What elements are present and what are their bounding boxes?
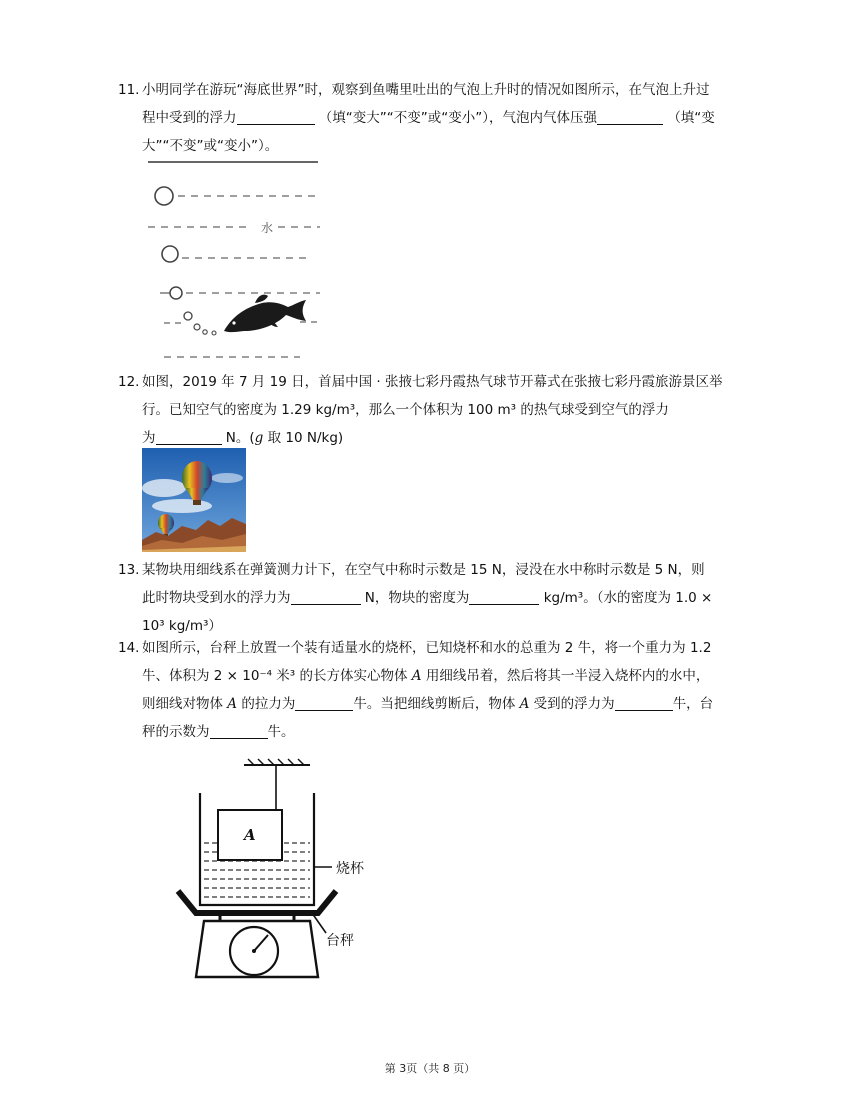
question-text: 牛。当把细线剪断后，物体: [353, 696, 520, 712]
question-text: 牛，台: [672, 696, 714, 712]
answer-blank[interactable]: [237, 108, 315, 125]
scale-label: 台秤: [326, 933, 354, 949]
answer-blank[interactable]: [210, 722, 268, 739]
italic-variable: A: [227, 696, 238, 712]
answer-blank[interactable]: [156, 428, 222, 445]
question-text: 受到的浮力为: [529, 696, 615, 712]
answer-blank[interactable]: [295, 694, 353, 711]
fish-shape: [224, 295, 306, 332]
question-text: 牛。: [267, 724, 295, 740]
question-text-line: 如图所示，台秤上放置一个装有适量水的烧杯，已知烧杯和水的总重为 2 牛，将一个重力为 1.2: [142, 640, 712, 656]
bubble: [162, 246, 178, 262]
scale-pan: [178, 891, 336, 913]
question-text-line: 如图，2019 年 7 月 19 日，首届中国 · 张掖七彩丹霞热气球节开幕式在张掖七彩丹霞旅游景区举: [142, 374, 723, 390]
bubble: [170, 287, 182, 299]
question-text: kg/m³。（水的密度为 1.0 ×: [543, 590, 713, 606]
question-text: 牛、体积为 2 × 10⁻⁴ 米³ 的长方体实心物体: [142, 668, 412, 684]
italic-variable: g: [254, 430, 264, 446]
question-text: 用细线吊着，然后将其一半浸入烧杯内的水中，: [421, 668, 710, 684]
bubble: [155, 187, 173, 205]
question-text: 秤的示数为: [142, 724, 210, 740]
question-text-line: 大”“不变”或“变小”）。: [142, 138, 279, 154]
question-text-line: 小明同学在游玩“海底世界”时，观察到鱼嘴里吐出的气泡上升时的情况如图所示，在气泡上升过: [142, 82, 710, 98]
question-text-line: 某物块用细线系在弹簧测力计下，在空气中称时示数是 15 N，浸没在水中称时示数是 5 N，则: [142, 562, 705, 578]
question-number: 12.: [118, 374, 140, 390]
question-text: 则细线对物体: [142, 696, 228, 712]
question-text: （填“变大”“不变”或“变小”），气泡内气体压强: [318, 110, 598, 126]
ceiling-support: [244, 759, 310, 765]
answer-blank[interactable]: [469, 588, 539, 605]
question-text: 此时物块受到水的浮力为: [142, 590, 291, 606]
question-text: 为: [142, 430, 156, 446]
question-text: 取 10 N/kg): [263, 430, 344, 446]
question-text-line: 行。已知空气的密度为 1.29 kg/m³，那么一个体积为 100 m³ 的热气球受到空气的浮力: [142, 402, 669, 418]
answer-blank[interactable]: [615, 694, 673, 711]
page-footer: 第 3页（共 8 页）: [384, 1062, 476, 1075]
question-text: 的拉力为: [237, 696, 296, 712]
hot-air-balloon-photo: [142, 448, 246, 552]
question-text: 程中受到的浮力: [142, 110, 237, 126]
answer-blank[interactable]: [597, 108, 663, 125]
beaker-scale-figure: [160, 755, 390, 985]
question-text: （填“变: [667, 110, 715, 126]
water-label: 水: [261, 221, 274, 235]
question-text: N，物块的密度为: [364, 590, 470, 606]
block-a-label: A: [244, 826, 256, 844]
answer-blank[interactable]: [291, 588, 361, 605]
beaker-label: 烧杯: [336, 861, 364, 877]
italic-variable: A: [411, 668, 422, 684]
question-text: N。(: [225, 430, 255, 446]
question-number: 14.: [118, 640, 140, 656]
question-number: 13.: [118, 562, 140, 578]
question-number: 11.: [118, 82, 140, 98]
question-text-line: 10³ kg/m³）: [142, 618, 222, 634]
bubble-figure: [140, 155, 330, 367]
italic-variable: A: [519, 696, 530, 712]
